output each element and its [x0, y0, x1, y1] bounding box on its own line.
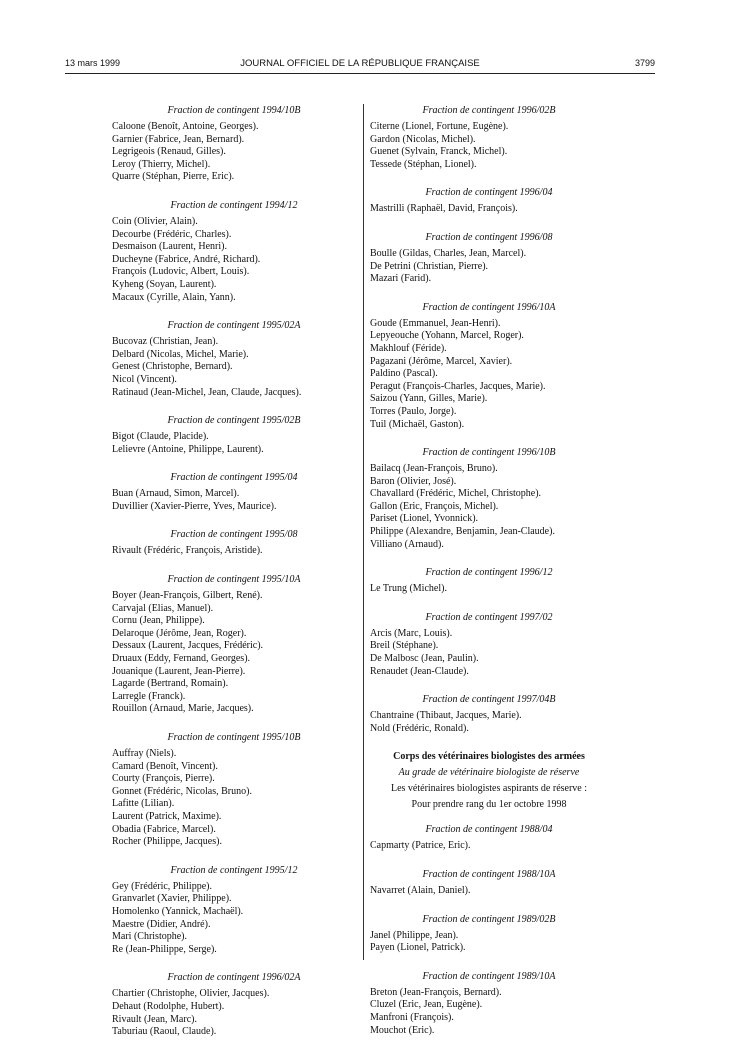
- person-entry: Re (Jean-Philippe, Serge).: [112, 943, 217, 955]
- corps-title: Corps des vétérinaires biologistes des armées: [393, 751, 585, 763]
- person-entry: Caloone (Benoît, Antoine, Georges).: [112, 121, 259, 132]
- person-entry: Lepyeouche (Yohann, Marcel, Roger).: [370, 330, 524, 342]
- fraction-heading: Fraction de contingent 1994/12: [170, 199, 298, 211]
- person-entry: Makhlouf (Féride).: [370, 342, 447, 354]
- contingent-section: [112, 971, 356, 1038]
- fraction-heading: Fraction de contingent 1988/10A: [422, 869, 556, 880]
- corps-block: [370, 750, 608, 811]
- person-entry: Obadia (Fabrice, Marcel).: [112, 823, 216, 835]
- person-entry: De Petrini (Christian, Pierre).: [370, 260, 489, 272]
- contingent-section: [370, 186, 608, 216]
- person-entry: Courty (François, Pierre).: [112, 773, 215, 785]
- fraction-heading: Fraction de contingent 1995/04: [170, 472, 298, 484]
- person-entry: Breil (Stéphane).: [370, 640, 439, 652]
- contingent-section: [370, 104, 608, 171]
- contingent-section: [370, 823, 608, 853]
- contingent-section: [370, 913, 608, 955]
- person-entry: Gardon (Nicolas, Michel).: [370, 133, 476, 145]
- contingent-section: [112, 573, 356, 716]
- person-entry: Pariset (Lionel, Yvonnick).: [370, 513, 479, 525]
- contingent-section: [370, 231, 608, 286]
- corps-line-1: Les vétérinaires biologistes aspirants de réserve :: [390, 783, 588, 795]
- fraction-heading: Fraction de contingent 1996/08: [425, 231, 553, 243]
- contingent-section: [112, 864, 356, 957]
- header-rule: [65, 73, 655, 74]
- contingent-section: [112, 528, 356, 558]
- person-entry: Mastrilli (Raphaël, David, François).: [370, 203, 518, 215]
- person-entry: Cluzel (Eric, Jean, Eugène).: [370, 999, 483, 1011]
- person-entry: Granvarlet (Xavier, Philippe).: [112, 893, 232, 905]
- contingent-section: [112, 319, 356, 399]
- person-entry: Mari (Christophe).: [112, 931, 187, 943]
- person-entry: Maestre (Didier, André).: [112, 918, 211, 930]
- person-entry: Cornu (Jean, Philippe).: [112, 615, 205, 627]
- page-header: [65, 58, 655, 72]
- header-page-number: 3799: [634, 58, 655, 68]
- person-entry: Dessaux (Laurent, Jacques, Frédéric).: [112, 640, 264, 652]
- fraction-heading: Fraction de contingent 1995/12: [170, 864, 298, 876]
- person-entry: Rouillon (Arnaud, Marie, Jacques).: [112, 703, 254, 715]
- person-entry: Torres (Paulo, Jorge).: [370, 405, 457, 417]
- person-entry: Capmarty (Patrice, Eric).: [370, 840, 471, 852]
- person-entry: Kyheng (Soyan, Laurent).: [112, 278, 217, 290]
- fraction-heading: Fraction de contingent 1989/10A: [422, 970, 556, 982]
- fraction-heading: Fraction de contingent 1995/02A: [167, 320, 301, 332]
- fraction-heading: Fraction de contingent 1997/02: [425, 611, 553, 623]
- person-entry: Tuil (Michaël, Gaston).: [370, 418, 465, 430]
- contingent-section: [370, 566, 608, 596]
- person-entry: Tessede (Stéphan, Lionel).: [370, 158, 477, 170]
- person-entry: Desmaison (Laurent, Henri).: [112, 241, 227, 253]
- person-entry: Camard (Benoît, Vincent).: [112, 760, 218, 772]
- person-entry: Mazari (Farid).: [370, 273, 432, 285]
- contingent-section: [112, 731, 356, 849]
- fraction-heading: Fraction de contingent 1995/10B: [167, 732, 301, 743]
- person-entry: François (Ludovic, Albert, Louis).: [112, 266, 250, 278]
- person-entry: Quarre (Stéphan, Pierre, Eric).: [112, 171, 235, 183]
- contingent-section: [112, 414, 356, 456]
- person-entry: Taburiau (Raoul, Claude).: [112, 1026, 217, 1038]
- contingent-section: [370, 868, 608, 898]
- contingent-section: [112, 104, 356, 184]
- person-entry: Breton (Jean-François, Bernard).: [370, 986, 502, 998]
- fraction-heading: Fraction de contingent 1994/10B: [167, 105, 301, 116]
- person-entry: Renaudet (Jean-Claude).: [370, 665, 469, 677]
- person-entry: Saizou (Yann, Gilles, Marie).: [370, 393, 488, 405]
- person-entry: Leroy (Thierry, Michel).: [112, 158, 211, 170]
- contingent-section: [370, 693, 608, 735]
- fraction-heading: Fraction de contingent 1995/10A: [167, 574, 301, 586]
- corps-line-2: Pour prendre rang du 1er octobre 1998: [411, 799, 567, 811]
- person-entry: Jouanique (Laurent, Jean-Pierre).: [112, 665, 246, 677]
- person-entry: Lelievre (Antoine, Philippe, Laurent).: [112, 443, 264, 455]
- person-entry: De Malbosc (Jean, Paulin).: [370, 653, 479, 665]
- person-entry: Arcis (Marc, Louis).: [370, 627, 453, 639]
- person-entry: Janel (Philippe, Jean).: [370, 929, 459, 941]
- person-entry: Manfroni (François).: [370, 1011, 454, 1023]
- person-entry: Buan (Arnaud, Simon, Marcel).: [112, 488, 240, 500]
- person-entry: Paldino (Pascal).: [370, 368, 438, 380]
- left-column: [112, 104, 356, 1054]
- person-entry: Rivault (Frédéric, François, Aristide).: [112, 545, 263, 557]
- person-entry: Dehaut (Rodolphe, Hubert).: [112, 1000, 225, 1012]
- person-entry: Coin (Olivier, Alain).: [112, 215, 198, 227]
- person-entry: Lafitte (Lilian).: [112, 798, 175, 810]
- person-entry: Guenet (Sylvain, Franck, Michel).: [370, 146, 508, 158]
- fraction-heading: Fraction de contingent 1996/10B: [422, 447, 556, 459]
- fraction-heading: Fraction de contingent 1995/02B: [167, 415, 301, 427]
- header-date: 13 mars 1999: [65, 58, 121, 68]
- person-entry: Genest (Christophe, Bernard).: [112, 361, 233, 373]
- person-entry: Lagarde (Bertrand, Romain).: [112, 678, 229, 690]
- contingent-section: [112, 199, 356, 304]
- person-entry: Auffray (Niels).: [112, 748, 177, 759]
- person-entry: Rocher (Philippe, Jacques).: [112, 836, 222, 848]
- person-entry: Payen (Lionel, Patrick).: [370, 942, 466, 954]
- right-sections-a: [370, 104, 608, 735]
- person-entry: Larregle (Franck).: [112, 690, 186, 702]
- person-entry: Decourbe (Frédéric, Charles).: [112, 228, 232, 240]
- person-entry: Rivault (Jean, Marc).: [112, 1013, 197, 1025]
- fraction-heading: Fraction de contingent 1989/02B: [422, 913, 556, 925]
- person-entry: Bucovaz (Christian, Jean).: [112, 336, 219, 348]
- column-divider: [363, 104, 364, 960]
- fraction-heading: Fraction de contingent 1995/08: [170, 529, 298, 541]
- person-entry: Carvajal (Elias, Manuel).: [112, 602, 214, 614]
- fraction-heading: Fraction de contingent 1996/02B: [422, 105, 556, 116]
- fraction-heading: Fraction de contingent 1988/04: [425, 824, 553, 836]
- contingent-section: [370, 446, 608, 551]
- person-entry: Garnier (Fabrice, Jean, Bernard).: [112, 133, 245, 145]
- corps-subtitle: Au grade de vétérinaire biologiste de réserve: [398, 767, 580, 779]
- fraction-heading: Fraction de contingent 1996/10A: [422, 301, 556, 313]
- person-entry: Chartier (Christophe, Olivier, Jacques).: [112, 988, 270, 1000]
- person-entry: Laurent (Patrick, Maxime).: [112, 810, 222, 822]
- person-entry: Ratinaud (Jean-Michel, Jean, Claude, Jacques).: [112, 386, 302, 398]
- person-entry: Duvillier (Xavier-Pierre, Yves, Maurice).: [112, 500, 277, 512]
- person-entry: Chantraine (Thibaut, Jacques, Marie).: [370, 710, 522, 722]
- person-entry: Citerne (Lionel, Fortune, Eugène).: [370, 121, 509, 132]
- right-column: [370, 104, 608, 1052]
- person-entry: Baron (Olivier, José).: [370, 475, 457, 487]
- person-entry: Boyer (Jean-François, Gilbert, René).: [112, 590, 263, 602]
- person-entry: Gonnet (Frédéric, Nicolas, Bruno).: [112, 785, 252, 797]
- person-entry: Goude (Emmanuel, Jean-Henri).: [370, 317, 501, 329]
- person-entry: Boulle (Gildas, Charles, Jean, Marcel).: [370, 247, 527, 259]
- person-entry: Homolenko (Yannick, Machaël).: [112, 905, 244, 917]
- contingent-section: [370, 970, 608, 1037]
- person-entry: Villiano (Arnaud).: [370, 538, 444, 550]
- fraction-heading: Fraction de contingent 1996/12: [425, 567, 553, 579]
- contingent-section: [112, 471, 356, 513]
- person-entry: Gallon (Eric, François, Michel).: [370, 500, 499, 512]
- person-entry: Nold (Frédéric, Ronald).: [370, 722, 469, 734]
- person-entry: Delaroque (Jérôme, Jean, Roger).: [112, 627, 247, 639]
- person-entry: Legrigeois (Renaud, Gilles).: [112, 146, 226, 158]
- person-entry: Delbard (Nicolas, Michel, Marie).: [112, 348, 249, 360]
- person-entry: Chavallard (Frédéric, Michel, Christophe).: [370, 488, 542, 500]
- person-entry: Macaux (Cyrille, Alain, Yann).: [112, 291, 236, 303]
- right-sections-b: [370, 823, 608, 1037]
- person-entry: Druaux (Eddy, Fernand, Georges).: [112, 653, 251, 665]
- contingent-section: [370, 611, 608, 678]
- person-entry: Gey (Frédéric, Philippe).: [112, 880, 212, 892]
- person-entry: Ducheyne (Fabrice, André, Richard).: [112, 253, 261, 265]
- person-entry: Pagazani (Jérôme, Marcel, Xavier).: [370, 355, 513, 367]
- fraction-heading: Fraction de contingent 1996/02A: [167, 972, 301, 984]
- person-entry: Peragut (François-Charles, Jacques, Marie).: [370, 380, 546, 392]
- person-entry: Bailacq (Jean-François, Bruno).: [370, 463, 498, 475]
- fraction-heading: Fraction de contingent 1996/04: [425, 187, 553, 199]
- fraction-heading: Fraction de contingent 1997/04B: [422, 694, 556, 706]
- person-entry: Navarret (Alain, Daniel).: [370, 885, 471, 896]
- person-entry: Philippe (Alexandre, Benjamin, Jean-Claude).: [370, 526, 555, 538]
- person-entry: Nicol (Vincent).: [112, 373, 177, 385]
- contingent-section: [370, 301, 608, 431]
- person-entry: Bigot (Claude, Placide).: [112, 431, 209, 443]
- person-entry: Mouchot (Eric).: [370, 1024, 435, 1036]
- header-title: JOURNAL OFFICIEL DE LA RÉPUBLIQUE FRANÇAISE: [240, 58, 480, 69]
- person-entry: Le Trung (Michel).: [370, 583, 447, 595]
